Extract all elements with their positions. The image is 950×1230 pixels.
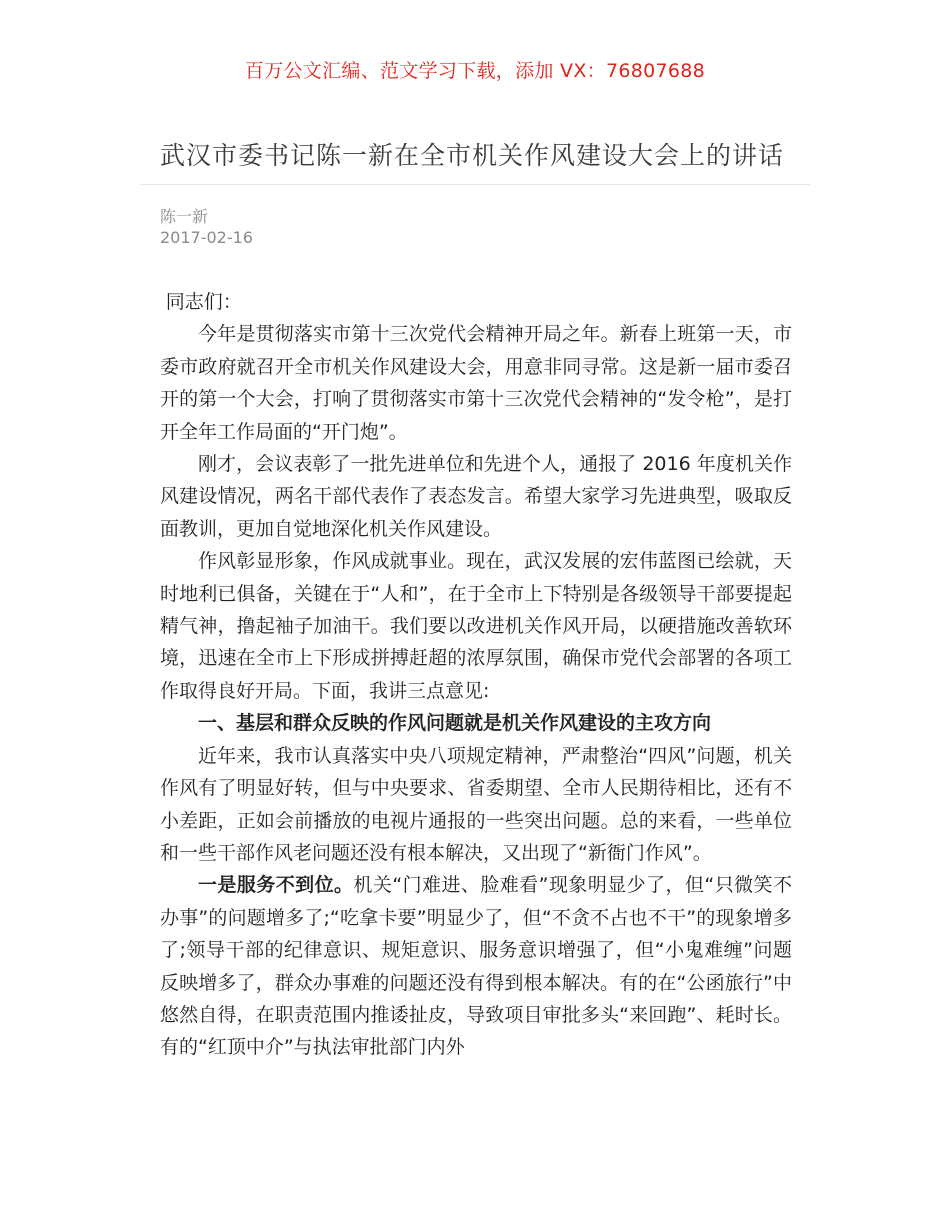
section-heading: 一、基层和群众反映的作风问题就是机关作风建设的主攻方向: [198, 712, 712, 735]
point-lead: 一是服务不到位。: [198, 874, 354, 897]
salutation: 同志们：: [165, 291, 242, 313]
body-paragraph: 今年是贯彻落实市第十三次党代会精神开局之年。新春上班第一天，市委市政府就召开全市机关作风建设大会，用意非同寻常。这是新一届市委召开的第一个大会，打响了贯彻落实市第十三次党代会精神的“发令枪”，是打开全年工作局面的“开门炮”。: [160, 323, 792, 443]
point-paragraph: [160, 869, 792, 1063]
article-date: 2017-02-16: [160, 228, 253, 247]
article-body: [160, 286, 792, 1064]
download-banner: 百万公文汇编、范文学习下载，添加 VX：76807688: [244, 60, 706, 82]
body-paragraph: 作风彰显形象，作风成就事业。现在，武汉发展的宏伟蓝图已绘就，天时地利已俱备，关键在于“人和”，在于全市上下特别是各级领导干部要提起精气神，撸起袖子加油干。我们要以改进机关作风开局，以硬措施改善软环境，迅速在全市上下形成拼搏赶超的浓厚氛围，确保市党代会部署的各项工作取得良好开局。下面，我讲三点意见:: [160, 550, 792, 702]
point-text: 机关“门难进、脸难看”现象明显少了，但“只微笑不办事”的问题增多了;“吃拿卡要”明显少了，但“不贪不占也不干”的现象增多了;领导干部的纪律意识、规矩意识、服务意识增强了，但“小鬼难缠”问题反映增多了，群众办事难的问题还没有得到根本解决。有的在“公函旅行”中悠然自得，在职责范围内推诿扯皮，导致项目审批多头“来回跑”、耗时长。有的“红顶中介”与执法审批部门内外: [160, 874, 792, 1059]
body-paragraph: 近年来，我市认真落实中央八项规定精神，严肃整治“四风”问题，机关作风有了明显好转，但与中央要求、省委期望、全市人民期待相比，还有不小差距，正如会前播放的电视片通报的一些突出问题。总的来看，一些单位和一些干部作风老问题还没有根本解决，又出现了“新衙门作风”。: [160, 744, 792, 864]
article-author: 陈一新: [160, 207, 209, 226]
title-divider: [140, 184, 810, 185]
body-paragraph: 刚才，会议表彰了一批先进单位和先进个人，通报了 2016 年度机关作风建设情况，两名干部代表作了表态发言。希望大家学习先进典型，吸取反面教训，更加自觉地深化机关作风建设。: [160, 453, 792, 540]
article-title: 武汉市委书记陈一新在全市机关作风建设大会上的讲话: [160, 141, 785, 170]
